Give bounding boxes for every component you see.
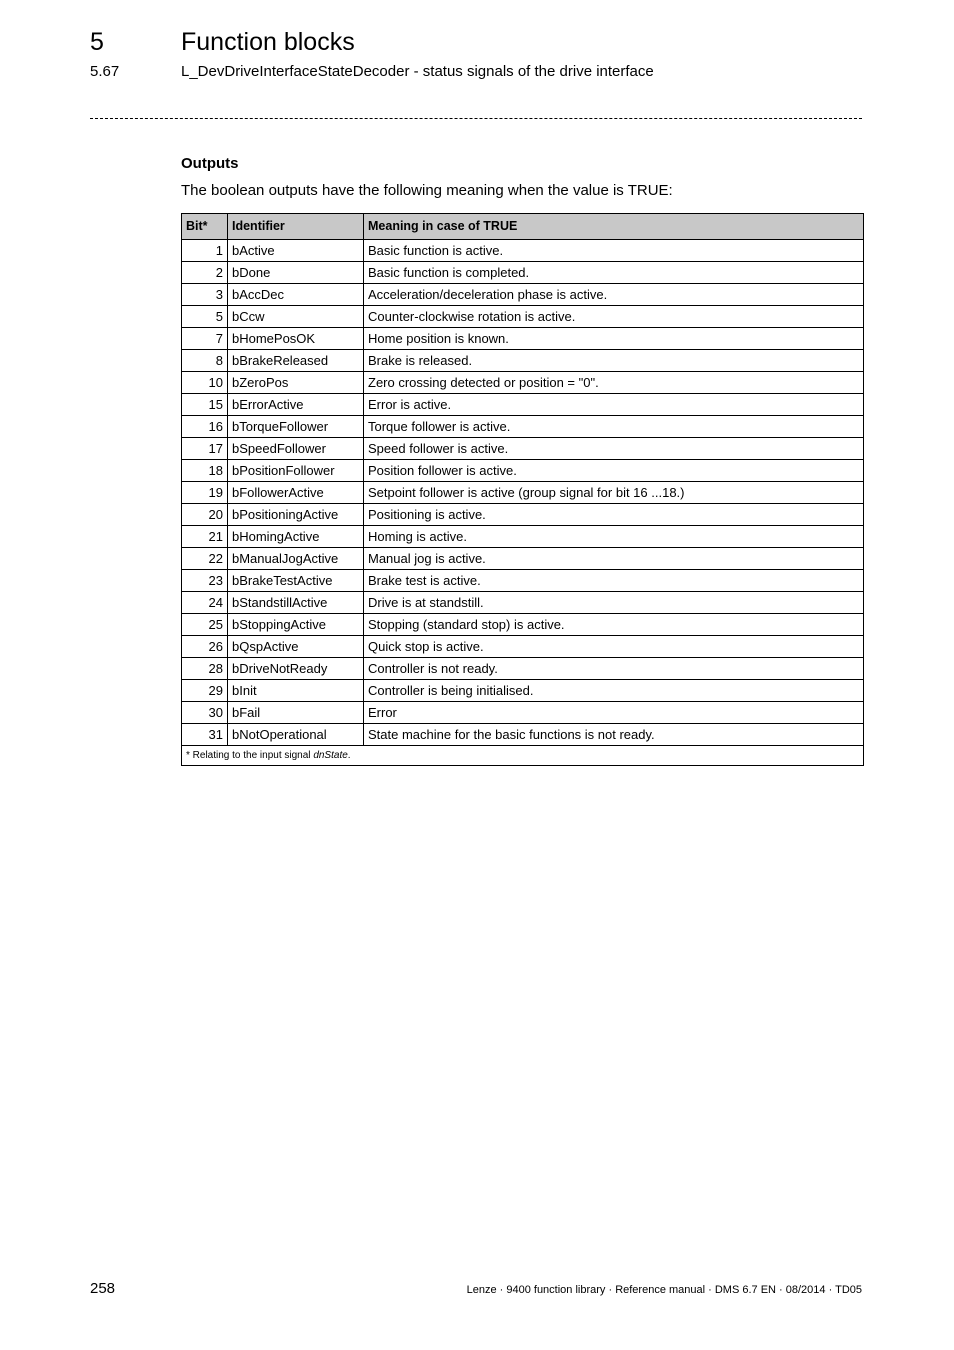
table-row [182,702,864,724]
bit-cell: 21 [182,526,228,548]
identifier-cell: bManualJogActive [228,548,364,570]
bit-cell: 20 [182,504,228,526]
meaning-cell: Stopping (standard stop) is active. [364,614,864,636]
column-header-meaning: Meaning in case of TRUE [364,214,864,240]
identifier-cell: bDriveNotReady [228,658,364,680]
meaning-cell: Acceleration/deceleration phase is active. [364,284,864,306]
footnote-signal: dnState [313,749,348,761]
table-row [182,724,864,746]
meaning-cell: Brake test is active. [364,570,864,592]
identifier-cell: bBrakeReleased [228,350,364,372]
table-row [182,526,864,548]
bit-cell: 1 [182,240,228,262]
identifier-cell: bZeroPos [228,372,364,394]
table-row [182,460,864,482]
bit-cell: 7 [182,328,228,350]
identifier-cell: bActive [228,240,364,262]
table-row [182,636,864,658]
identifier-cell: bPositionFollower [228,460,364,482]
meaning-cell: Home position is known. [364,328,864,350]
table-row [182,482,864,504]
table-row [182,240,864,262]
table-row [182,680,864,702]
identifier-cell: bErrorActive [228,394,364,416]
table-row [182,570,864,592]
table-footnote [182,746,864,766]
section-title: L_DevDriveInterfaceStateDecoder - status signals of the drive interface [181,63,654,80]
bit-cell: 15 [182,394,228,416]
table-row [182,548,864,570]
bit-cell: 23 [182,570,228,592]
meaning-cell: Brake is released. [364,350,864,372]
meaning-cell: Zero crossing detected or position = "0". [364,372,864,394]
bit-cell: 17 [182,438,228,460]
table-row [182,504,864,526]
table-row [182,262,864,284]
identifier-cell: bSpeedFollower [228,438,364,460]
bit-cell: 2 [182,262,228,284]
bit-cell: 24 [182,592,228,614]
meaning-cell: Basic function is active. [364,240,864,262]
table-body [182,240,864,746]
identifier-cell: bDone [228,262,364,284]
column-header-identifier: Identifier [228,214,364,240]
dashed-divider [90,118,862,119]
chapter-title: Function blocks [181,28,355,56]
table-row [182,306,864,328]
meaning-cell: Drive is at standstill. [364,592,864,614]
footnote-row [182,746,864,766]
section-number: 5.67 [90,63,120,80]
meaning-cell: State machine for the basic functions is not ready. [364,724,864,746]
outputs-heading: Outputs [181,155,239,172]
meaning-cell: Controller is being initialised. [364,680,864,702]
table-row [182,328,864,350]
identifier-cell: bQspActive [228,636,364,658]
table-row [182,614,864,636]
identifier-cell: bFail [228,702,364,724]
meaning-cell: Setpoint follower is active (group signal for bit 16 ...18.) [364,482,864,504]
identifier-cell: bStoppingActive [228,614,364,636]
bit-cell: 31 [182,724,228,746]
meaning-cell: Homing is active. [364,526,864,548]
identifier-cell: bInit [228,680,364,702]
table-row [182,416,864,438]
bit-cell: 22 [182,548,228,570]
table-row [182,350,864,372]
meaning-cell: Positioning is active. [364,504,864,526]
identifier-cell: bNotOperational [228,724,364,746]
bit-cell: 8 [182,350,228,372]
meaning-cell: Position follower is active. [364,460,864,482]
footer-text: Lenze · 9400 function library · Reference manual · DMS 6.7 EN · 08/2014 · TD05 [466,1284,862,1296]
identifier-cell: bBrakeTestActive [228,570,364,592]
column-header-bit: Bit* [182,214,228,240]
page-number: 258 [90,1280,116,1297]
table-row [182,592,864,614]
meaning-cell: Manual jog is active. [364,548,864,570]
meaning-cell: Counter-clockwise rotation is active. [364,306,864,328]
bit-cell: 29 [182,680,228,702]
bit-cell: 25 [182,614,228,636]
meaning-cell: Torque follower is active. [364,416,864,438]
table-row [182,284,864,306]
identifier-cell: bAccDec [228,284,364,306]
footnote-suffix: . [347,749,351,761]
outputs-table [181,213,864,766]
bit-cell: 3 [182,284,228,306]
bit-cell: 30 [182,702,228,724]
identifier-cell: bCcw [228,306,364,328]
identifier-cell: bStandstillActive [228,592,364,614]
meaning-cell: Error [364,702,864,724]
table-row [182,394,864,416]
bit-cell: 19 [182,482,228,504]
bit-cell: 18 [182,460,228,482]
meaning-cell: Controller is not ready. [364,658,864,680]
identifier-cell: bPositioningActive [228,504,364,526]
identifier-cell: bHomingActive [228,526,364,548]
bit-cell: 16 [182,416,228,438]
chapter-number: 5 [90,28,104,56]
identifier-cell: bHomePosOK [228,328,364,350]
table-row [182,658,864,680]
bit-cell: 5 [182,306,228,328]
bit-cell: 26 [182,636,228,658]
meaning-cell: Basic function is completed. [364,262,864,284]
identifier-cell: bTorqueFollower [228,416,364,438]
meaning-cell: Quick stop is active. [364,636,864,658]
bit-cell: 10 [182,372,228,394]
table-header-row [182,214,864,240]
table-row [182,372,864,394]
table-row [182,438,864,460]
intro-text: The boolean outputs have the following meaning when the value is TRUE: [181,182,673,199]
footnote-prefix: * Relating to the input signal [186,749,314,761]
meaning-cell: Speed follower is active. [364,438,864,460]
identifier-cell: bFollowerActive [228,482,364,504]
meaning-cell: Error is active. [364,394,864,416]
bit-cell: 28 [182,658,228,680]
